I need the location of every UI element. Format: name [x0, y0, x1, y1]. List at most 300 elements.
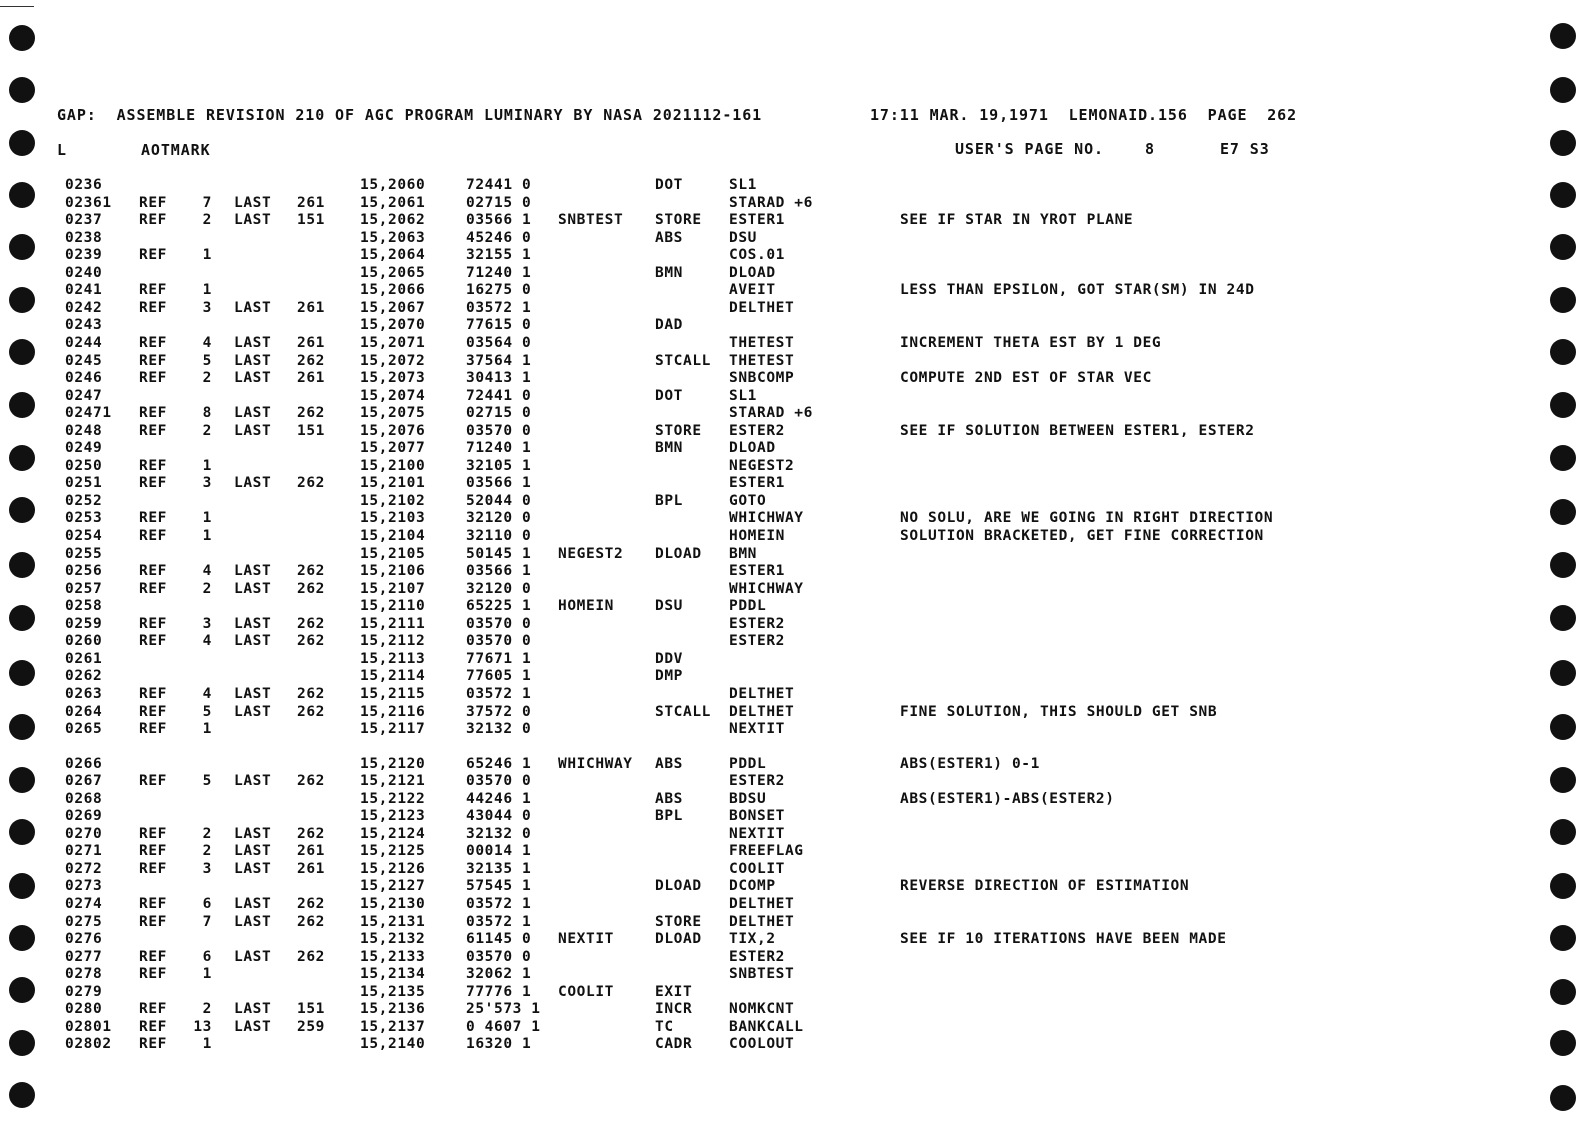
- cell-pg: 262: [297, 826, 325, 842]
- listing-row: [0, 300, 1585, 318]
- cell-word: 65225 1: [466, 598, 532, 614]
- cell-line: 0279: [65, 984, 103, 1000]
- cell-op: INCR: [655, 1001, 693, 1017]
- cell-word: 03570 0: [466, 616, 532, 632]
- listing-row: [0, 949, 1585, 967]
- cell-word: 32110 0: [466, 528, 532, 544]
- cell-word: 03564 0: [466, 335, 532, 351]
- listing-row: [0, 756, 1585, 774]
- listing-row: [0, 370, 1585, 388]
- cell-word: 00014 1: [466, 843, 532, 859]
- cell-ref: REF: [139, 896, 167, 912]
- cell-comment: INCREMENT THETA EST BY 1 DEG: [900, 335, 1162, 351]
- cell-line: 0262: [65, 668, 103, 684]
- cell-op: STORE: [655, 914, 702, 930]
- cell-line: 0237: [65, 212, 103, 228]
- cell-operand: SL1: [729, 388, 757, 404]
- sprocket-hole: [1550, 130, 1576, 156]
- cell-operand: COS.01: [729, 247, 785, 263]
- cell-line: 0246: [65, 370, 103, 386]
- cell-op: STCALL: [655, 704, 711, 720]
- cell-last: LAST: [234, 773, 272, 789]
- cell-addr: 15,2130: [360, 896, 426, 912]
- cell-addr: 15,2120: [360, 756, 426, 772]
- listing-row: [0, 335, 1585, 353]
- cell-ref: REF: [139, 247, 167, 263]
- cell-num: 3: [202, 475, 212, 491]
- cell-op: EXIT: [655, 984, 693, 1000]
- cell-operand: DELTHET: [729, 914, 795, 930]
- listing-row: [0, 878, 1585, 896]
- listing-row: [0, 1001, 1585, 1019]
- sprocket-hole: [9, 25, 35, 51]
- listing-row: [0, 230, 1585, 248]
- cell-op: TC: [655, 1019, 674, 1035]
- cell-word: 03566 1: [466, 563, 532, 579]
- cell-op: DLOAD: [655, 878, 702, 894]
- sprocket-hole: [9, 1082, 35, 1108]
- listing-row: [0, 633, 1585, 651]
- cell-word: 30413 1: [466, 370, 532, 386]
- listing-row: [0, 458, 1585, 476]
- cell-ref: REF: [139, 721, 167, 737]
- cell-last: LAST: [234, 949, 272, 965]
- cell-ref: REF: [139, 949, 167, 965]
- cell-operand: SL1: [729, 177, 757, 193]
- cell-last: LAST: [234, 1019, 272, 1035]
- cell-last: LAST: [234, 896, 272, 912]
- cell-last: LAST: [234, 300, 272, 316]
- listing-row: [0, 808, 1585, 826]
- cell-addr: 15,2107: [360, 581, 426, 597]
- listing-row: [0, 353, 1585, 371]
- listing-header-title: GAP: ASSEMBLE REVISION 210 OF AGC PROGRAM LUMINARY BY NASA 2021112-161: [57, 106, 763, 124]
- cell-pg: 262: [297, 581, 325, 597]
- cell-ref: REF: [139, 914, 167, 930]
- cell-line: 0248: [65, 423, 103, 439]
- cell-num: 3: [202, 861, 212, 877]
- cell-operand: BMN: [729, 546, 757, 562]
- cell-addr: 15,2102: [360, 493, 426, 509]
- cell-last: LAST: [234, 616, 272, 632]
- cell-line: 0278: [65, 966, 103, 982]
- sprocket-hole: [1550, 77, 1576, 103]
- cell-operand: ESTER2: [729, 949, 785, 965]
- cell-pg: 262: [297, 686, 325, 702]
- cell-ref: REF: [139, 212, 167, 228]
- cell-pg: 261: [297, 843, 325, 859]
- listing-row: [0, 914, 1585, 932]
- cell-ref: REF: [139, 335, 167, 351]
- listing-row: [0, 195, 1585, 213]
- cell-comment: SOLUTION BRACKETED, GET FINE CORRECTION: [900, 528, 1264, 544]
- cell-operand: DELTHET: [729, 686, 795, 702]
- cell-ref: REF: [139, 510, 167, 526]
- cell-comment: ABS(ESTER1)-ABS(ESTER2): [900, 791, 1115, 807]
- cell-operand: TIX,2: [729, 931, 776, 947]
- listing-row: [0, 896, 1585, 914]
- cell-last: LAST: [234, 914, 272, 930]
- cell-operand: HOMEIN: [729, 528, 785, 544]
- cell-ref: REF: [139, 1036, 167, 1052]
- cell-ref: REF: [139, 458, 167, 474]
- cell-num: 4: [202, 633, 212, 649]
- cell-op: DDV: [655, 651, 683, 667]
- cell-line: 0270: [65, 826, 103, 842]
- cell-ref: REF: [139, 686, 167, 702]
- cell-word: 32105 1: [466, 458, 532, 474]
- cell-word: 25'573 1: [466, 1001, 541, 1017]
- cell-addr: 15,2065: [360, 265, 426, 281]
- cell-operand: ESTER2: [729, 423, 785, 439]
- cell-pg: 262: [297, 353, 325, 369]
- cell-addr: 15,2111: [360, 616, 426, 632]
- cell-word: 72441 0: [466, 388, 532, 404]
- cell-operand: BANKCALL: [729, 1019, 804, 1035]
- listing-row: [0, 1019, 1585, 1037]
- cell-ref: REF: [139, 195, 167, 211]
- cell-ref: REF: [139, 300, 167, 316]
- listing-row: [0, 510, 1585, 528]
- section-name: AOTMARK: [141, 141, 211, 159]
- cell-comment: LESS THAN EPSILON, GOT STAR(SM) IN 24D: [900, 282, 1255, 298]
- cell-last: LAST: [234, 335, 272, 351]
- cell-pg: 261: [297, 861, 325, 877]
- cell-addr: 15,2114: [360, 668, 426, 684]
- cell-pg: 151: [297, 1001, 325, 1017]
- cell-line: 0276: [65, 931, 103, 947]
- cell-line: 0277: [65, 949, 103, 965]
- cell-last: LAST: [234, 423, 272, 439]
- cell-num: 1: [202, 721, 212, 737]
- cell-word: 32135 1: [466, 861, 532, 877]
- cell-ref: REF: [139, 704, 167, 720]
- cell-comment: COMPUTE 2ND EST OF STAR VEC: [900, 370, 1152, 386]
- cell-line: 0272: [65, 861, 103, 877]
- listing-row: [0, 265, 1585, 283]
- cell-num: 2: [202, 212, 212, 228]
- cell-addr: 15,2131: [360, 914, 426, 930]
- cell-pg: 261: [297, 195, 325, 211]
- cell-op: DLOAD: [655, 931, 702, 947]
- cell-last: LAST: [234, 370, 272, 386]
- cell-word: 77671 1: [466, 651, 532, 667]
- cell-word: 43044 0: [466, 808, 532, 824]
- cell-last: LAST: [234, 212, 272, 228]
- cell-word: 45246 0: [466, 230, 532, 246]
- cell-operand: BONSET: [729, 808, 785, 824]
- cell-num: 3: [202, 300, 212, 316]
- cell-op: DOT: [655, 177, 683, 193]
- cell-last: LAST: [234, 686, 272, 702]
- cell-line: 0266: [65, 756, 103, 772]
- cell-comment: SEE IF SOLUTION BETWEEN ESTER1, ESTER2: [900, 423, 1255, 439]
- cell-comment: ABS(ESTER1) 0-1: [900, 756, 1040, 772]
- cell-line: 0241: [65, 282, 103, 298]
- cell-word: 03566 1: [466, 212, 532, 228]
- cell-last: LAST: [234, 1001, 272, 1017]
- cell-line: 02801: [65, 1019, 112, 1035]
- cell-pg: 262: [297, 563, 325, 579]
- cell-num: 1: [202, 1036, 212, 1052]
- cell-op: ABS: [655, 756, 683, 772]
- cell-word: 77615 0: [466, 317, 532, 333]
- section-code: E7 S3: [1220, 140, 1270, 158]
- cell-pg: 261: [297, 300, 325, 316]
- cell-word: 16320 1: [466, 1036, 532, 1052]
- cell-num: 2: [202, 581, 212, 597]
- cell-label: WHICHWAY: [558, 756, 633, 772]
- cell-word: 03570 0: [466, 949, 532, 965]
- cell-last: LAST: [234, 633, 272, 649]
- cell-word: 37572 0: [466, 704, 532, 720]
- cell-word: 03570 0: [466, 423, 532, 439]
- cell-addr: 15,2133: [360, 949, 426, 965]
- cell-operand: FREEFLAG: [729, 843, 804, 859]
- cell-line: 0275: [65, 914, 103, 930]
- listing-row: [0, 843, 1585, 861]
- cell-addr: 15,2070: [360, 317, 426, 333]
- cell-line: 0261: [65, 651, 103, 667]
- cell-line: 0236: [65, 177, 103, 193]
- listing-row: [0, 405, 1585, 423]
- cell-operand: THETEST: [729, 353, 795, 369]
- cell-word: 03572 1: [466, 300, 532, 316]
- cell-operand: ESTER2: [729, 633, 785, 649]
- cell-addr: 15,2127: [360, 878, 426, 894]
- cell-num: 8: [202, 405, 212, 421]
- cell-operand: STARAD +6: [729, 195, 813, 211]
- cell-addr: 15,2112: [360, 633, 426, 649]
- cell-line: 0265: [65, 721, 103, 737]
- listing-row: [0, 704, 1585, 722]
- listing-row: [0, 282, 1585, 300]
- cell-num: 3: [202, 616, 212, 632]
- cell-last: LAST: [234, 475, 272, 491]
- cell-num: 7: [202, 914, 212, 930]
- listing-row: [0, 651, 1585, 669]
- cell-num: 2: [202, 1001, 212, 1017]
- cell-num: 1: [202, 458, 212, 474]
- cell-pg: 262: [297, 914, 325, 930]
- cell-word: 32120 0: [466, 510, 532, 526]
- cell-pg: 262: [297, 475, 325, 491]
- cell-op: ABS: [655, 230, 683, 246]
- cell-num: 2: [202, 370, 212, 386]
- cell-ref: REF: [139, 861, 167, 877]
- cell-operand: ESTER2: [729, 616, 785, 632]
- sprocket-hole: [1550, 23, 1576, 49]
- listing-row: [0, 563, 1585, 581]
- cell-operand: DELTHET: [729, 896, 795, 912]
- cell-ref: REF: [139, 282, 167, 298]
- cell-pg: 151: [297, 423, 325, 439]
- listing-row: [0, 598, 1585, 616]
- cell-addr: 15,2116: [360, 704, 426, 720]
- cell-word: 03570 0: [466, 773, 532, 789]
- cell-word: 02715 0: [466, 195, 532, 211]
- cell-ref: REF: [139, 633, 167, 649]
- cell-op: DLOAD: [655, 546, 702, 562]
- cell-addr: 15,2132: [360, 931, 426, 947]
- cell-operand: DELTHET: [729, 704, 795, 720]
- cell-last: LAST: [234, 195, 272, 211]
- cell-addr: 15,2115: [360, 686, 426, 702]
- cell-op: BPL: [655, 493, 683, 509]
- cell-word: 71240 1: [466, 440, 532, 456]
- cell-operand: ESTER1: [729, 475, 785, 491]
- listing-row: [0, 966, 1585, 984]
- listing-row: [0, 931, 1585, 949]
- cell-addr: 15,2126: [360, 861, 426, 877]
- cell-ref: REF: [139, 843, 167, 859]
- cell-word: 44246 1: [466, 791, 532, 807]
- cell-line: 0243: [65, 317, 103, 333]
- cell-word: 77605 1: [466, 668, 532, 684]
- cell-num: 5: [202, 773, 212, 789]
- cell-op: DMP: [655, 668, 683, 684]
- cell-op: DAD: [655, 317, 683, 333]
- cell-line: 0253: [65, 510, 103, 526]
- cell-num: 2: [202, 423, 212, 439]
- listing-row: [0, 177, 1585, 195]
- sprocket-hole: [9, 77, 35, 103]
- cell-op: STORE: [655, 423, 702, 439]
- cell-operand: STARAD +6: [729, 405, 813, 421]
- cell-addr: 15,2125: [360, 843, 426, 859]
- cell-line: 0280: [65, 1001, 103, 1017]
- cell-addr: 15,2075: [360, 405, 426, 421]
- cell-word: 03566 1: [466, 475, 532, 491]
- cell-addr: 15,2117: [360, 721, 426, 737]
- cell-num: 1: [202, 247, 212, 263]
- cell-ref: REF: [139, 563, 167, 579]
- cell-word: 37564 1: [466, 353, 532, 369]
- cell-line: 0258: [65, 598, 103, 614]
- cell-num: 13: [193, 1019, 212, 1035]
- cell-comment: SEE IF 10 ITERATIONS HAVE BEEN MADE: [900, 931, 1227, 947]
- cell-ref: REF: [139, 616, 167, 632]
- cell-addr: 15,2101: [360, 475, 426, 491]
- cell-word: 32132 0: [466, 826, 532, 842]
- cell-num: 4: [202, 563, 212, 579]
- cell-operand: COOLOUT: [729, 1036, 795, 1052]
- cell-line: 0260: [65, 633, 103, 649]
- cell-label: HOMEIN: [558, 598, 614, 614]
- sprocket-hole: [9, 130, 35, 156]
- listing-row: [0, 493, 1585, 511]
- listing-row: [0, 616, 1585, 634]
- listing-row: [0, 546, 1585, 564]
- cell-addr: 15,2140: [360, 1036, 426, 1052]
- cell-op: DOT: [655, 388, 683, 404]
- cell-word: 02715 0: [466, 405, 532, 421]
- cell-label: NEGEST2: [558, 546, 624, 562]
- cell-addr: 15,2074: [360, 388, 426, 404]
- cell-operand: PDDL: [729, 598, 767, 614]
- cell-line: 0244: [65, 335, 103, 351]
- cell-num: 2: [202, 843, 212, 859]
- cell-word: 61145 0: [466, 931, 532, 947]
- listing-row: [0, 247, 1585, 265]
- cell-ref: REF: [139, 773, 167, 789]
- cell-num: 1: [202, 966, 212, 982]
- listing-row: [0, 826, 1585, 844]
- cell-line: 0245: [65, 353, 103, 369]
- cell-op: BPL: [655, 808, 683, 824]
- cell-num: 2: [202, 826, 212, 842]
- cell-word: 03570 0: [466, 633, 532, 649]
- cell-op: CADR: [655, 1036, 693, 1052]
- cell-last: LAST: [234, 861, 272, 877]
- listing-row: [0, 668, 1585, 686]
- cell-op: STORE: [655, 212, 702, 228]
- cell-line: 02802: [65, 1036, 112, 1052]
- listing-row: [0, 440, 1585, 458]
- cell-addr: 15,2103: [360, 510, 426, 526]
- user-page-number: 8: [1145, 140, 1155, 158]
- listing-row: [0, 388, 1585, 406]
- cell-num: 6: [202, 949, 212, 965]
- cell-addr: 15,2113: [360, 651, 426, 667]
- cell-num: 6: [202, 896, 212, 912]
- listing-row: [0, 773, 1585, 791]
- cell-addr: 15,2136: [360, 1001, 426, 1017]
- cell-word: 72441 0: [466, 177, 532, 193]
- cell-label: COOLIT: [558, 984, 614, 1000]
- cell-line: 0242: [65, 300, 103, 316]
- cell-operand: NEXTIT: [729, 721, 785, 737]
- cell-addr: 15,2061: [360, 195, 426, 211]
- cell-addr: 15,2137: [360, 1019, 426, 1035]
- listing-row: [0, 791, 1585, 809]
- cell-last: LAST: [234, 826, 272, 842]
- cell-addr: 15,2077: [360, 440, 426, 456]
- cell-operand: ESTER2: [729, 773, 785, 789]
- cell-pg: 262: [297, 896, 325, 912]
- cell-num: 5: [202, 353, 212, 369]
- cell-addr: 15,2121: [360, 773, 426, 789]
- cell-word: 71240 1: [466, 265, 532, 281]
- cell-num: 7: [202, 195, 212, 211]
- cell-line: 0254: [65, 528, 103, 544]
- listing-row: [0, 423, 1585, 441]
- cell-operand: NOMKCNT: [729, 1001, 795, 1017]
- cell-operand: DCOMP: [729, 878, 776, 894]
- cell-op: STCALL: [655, 353, 711, 369]
- cell-pg: 261: [297, 370, 325, 386]
- cell-line: 0257: [65, 581, 103, 597]
- cell-operand: DLOAD: [729, 265, 776, 281]
- user-page-label: USER'S PAGE NO.: [955, 140, 1104, 158]
- cell-word: 32155 1: [466, 247, 532, 263]
- cell-operand: ESTER1: [729, 212, 785, 228]
- cell-word: 03572 1: [466, 686, 532, 702]
- cell-num: 1: [202, 528, 212, 544]
- cell-pg: 151: [297, 212, 325, 228]
- cell-line: 0249: [65, 440, 103, 456]
- cell-line: 0267: [65, 773, 103, 789]
- cell-ref: REF: [139, 353, 167, 369]
- cell-ref: REF: [139, 826, 167, 842]
- cell-pg: 262: [297, 773, 325, 789]
- cell-addr: 15,2100: [360, 458, 426, 474]
- cell-addr: 15,2071: [360, 335, 426, 351]
- cell-ref: REF: [139, 370, 167, 386]
- cell-addr: 15,2105: [360, 546, 426, 562]
- cell-last: LAST: [234, 405, 272, 421]
- listing-header-date-page: 17:11 MAR. 19,1971 LEMONAID.156 PAGE 262: [870, 106, 1298, 124]
